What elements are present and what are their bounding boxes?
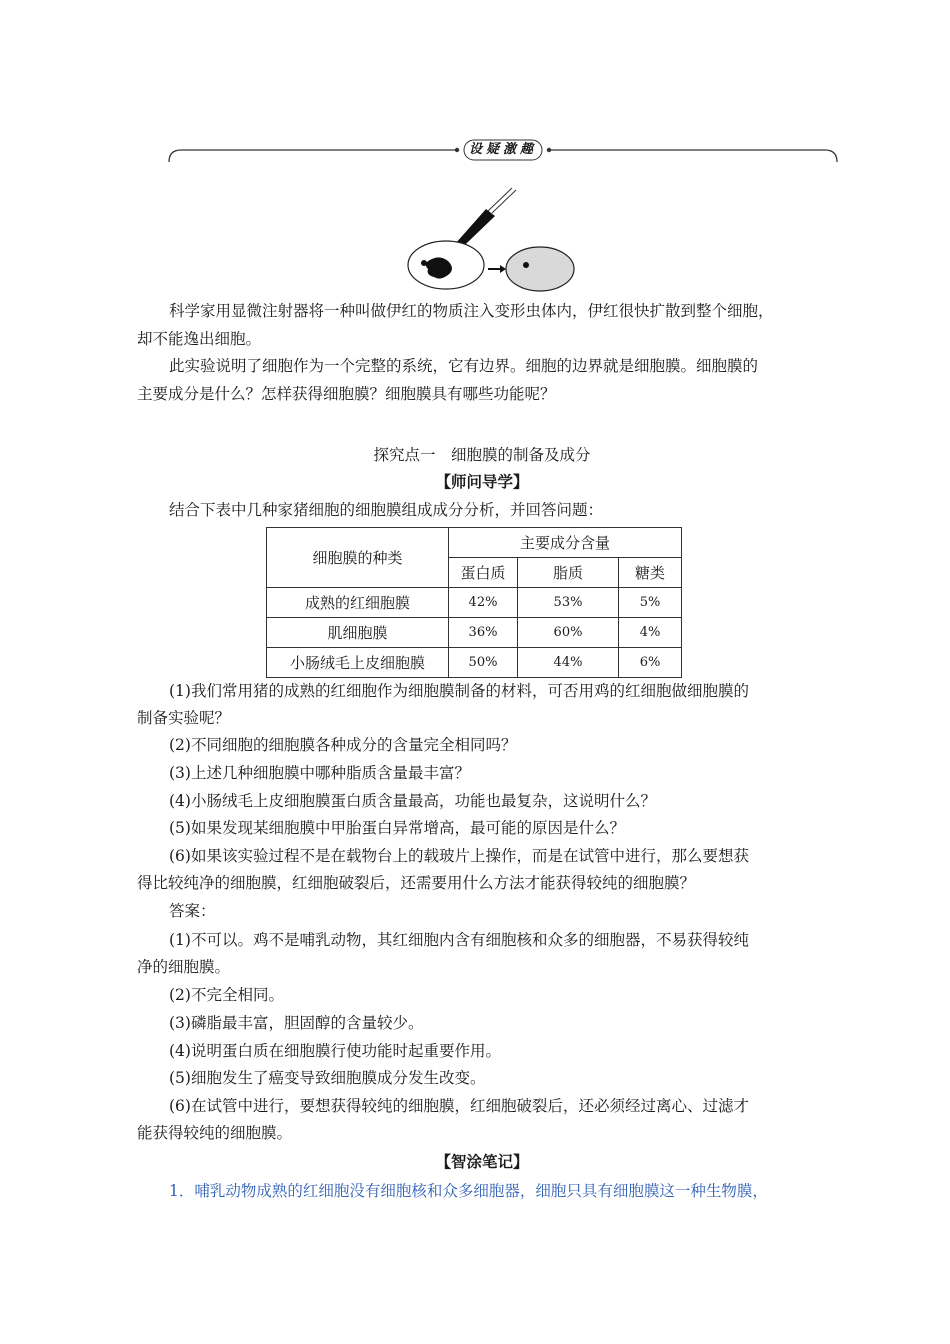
- question-1-line2: 制备实验呢？: [137, 709, 231, 727]
- table-header-lipid: 脂质: [518, 558, 619, 588]
- row-value: 6%: [619, 648, 682, 678]
- answer-label: 答案：: [169, 902, 216, 920]
- answer-2: (2)不完全相同。: [169, 986, 284, 1004]
- row-name: 肌细胞膜: [267, 618, 449, 648]
- microinjection-illustration: [400, 183, 580, 293]
- row-value: 36%: [449, 618, 518, 648]
- section-subtitle: 【师问导学】: [435, 472, 529, 491]
- answer-3: (3)磷脂最丰富，胆固醇的含量较少。: [169, 1014, 424, 1032]
- intro-p1-line2: 却不能逸出细胞。: [137, 330, 262, 348]
- row-value: 50%: [449, 648, 518, 678]
- intro-p2-line1: 此实验说明了细胞作为一个完整的系统，它有边界。细胞的边界就是细胞膜。细胞膜的: [169, 357, 759, 375]
- table-header-group: 主要成分含量: [449, 528, 682, 558]
- row-value: 44%: [518, 648, 619, 678]
- table-header-type: 细胞膜的种类: [267, 528, 449, 588]
- answer-5: (5)细胞发生了癌变导致细胞膜成分发生改变。: [169, 1069, 486, 1087]
- row-value: 42%: [449, 588, 518, 618]
- answer-1-line1: (1)不可以。鸡不是哺乳动物，其红细胞内含有细胞核和众多的细胞器，不易获得较纯: [169, 931, 749, 949]
- note-1: 1．哺乳动物成熟的红细胞没有细胞核和众多细胞器，细胞只具有细胞膜这一种生物膜，: [169, 1182, 768, 1200]
- question-4: (4)小肠绒毛上皮细胞膜蛋白质含量最高，功能也最复杂，这说明什么？: [169, 792, 656, 810]
- row-value: 4%: [619, 618, 682, 648]
- row-name: 小肠绒毛上皮细胞膜: [267, 648, 449, 678]
- membrane-composition-table: [266, 527, 682, 678]
- row-value: 53%: [518, 588, 619, 618]
- section-banner: [167, 136, 839, 166]
- section-title: 探究点一 细胞膜的制备及成分: [373, 446, 591, 464]
- row-value: 5%: [619, 588, 682, 618]
- question-6-line1: (6)如果该实验过程不是在载物台上的载玻片上操作，而是在试管中进行，那么要想获: [169, 847, 749, 865]
- question-2: (2)不同细胞的细胞膜各种成分的含量完全相同吗？: [169, 736, 517, 754]
- row-value: 60%: [518, 618, 619, 648]
- answer-4: (4)说明蛋白质在细胞膜行使功能时起重要作用。: [169, 1042, 501, 1060]
- question-6-line2: 得比较纯净的细胞膜，红细胞破裂后，还需要用什么方法才能获得较纯的细胞膜？: [137, 874, 696, 892]
- banner-title: 设疑激趣: [468, 142, 537, 157]
- question-1-line1: (1)我们常用猪的成熟的红细胞作为细胞膜制备的材料，可否用鸡的红细胞做细胞膜的: [169, 682, 749, 700]
- notes-heading: 【智涂笔记】: [435, 1152, 529, 1171]
- intro-p2-line2: 主要成分是什么？怎样获得细胞膜？细胞膜具有哪些功能呢？: [137, 385, 556, 403]
- intro-p1-line1: 科学家用显微注射器将一种叫做伊红的物质注入变形虫体内，伊红很快扩散到整个细胞，: [169, 302, 774, 320]
- table-row: [267, 618, 682, 648]
- table-header-sugar: 糖类: [619, 558, 682, 588]
- table-row: [267, 588, 682, 618]
- section-lead: 结合下表中几种家猪细胞的细胞膜组成成分分析，并回答问题：: [169, 501, 604, 519]
- answer-6-line1: (6)在试管中进行，要想获得较纯的细胞膜，红细胞破裂后，还必须经过离心、过滤才: [169, 1097, 749, 1115]
- table-row: [267, 648, 682, 678]
- answer-1-line2: 净的细胞膜。: [137, 958, 231, 976]
- question-3: (3)上述几种细胞膜中哪种脂质含量最丰富？: [169, 764, 470, 782]
- answer-6-line2: 能获得较纯的细胞膜。: [137, 1124, 293, 1142]
- row-name: 成熟的红细胞膜: [267, 588, 449, 618]
- question-5: (5)如果发现某细胞膜中甲胎蛋白异常增高，最可能的原因是什么？: [169, 819, 625, 837]
- table-header-protein: 蛋白质: [449, 558, 518, 588]
